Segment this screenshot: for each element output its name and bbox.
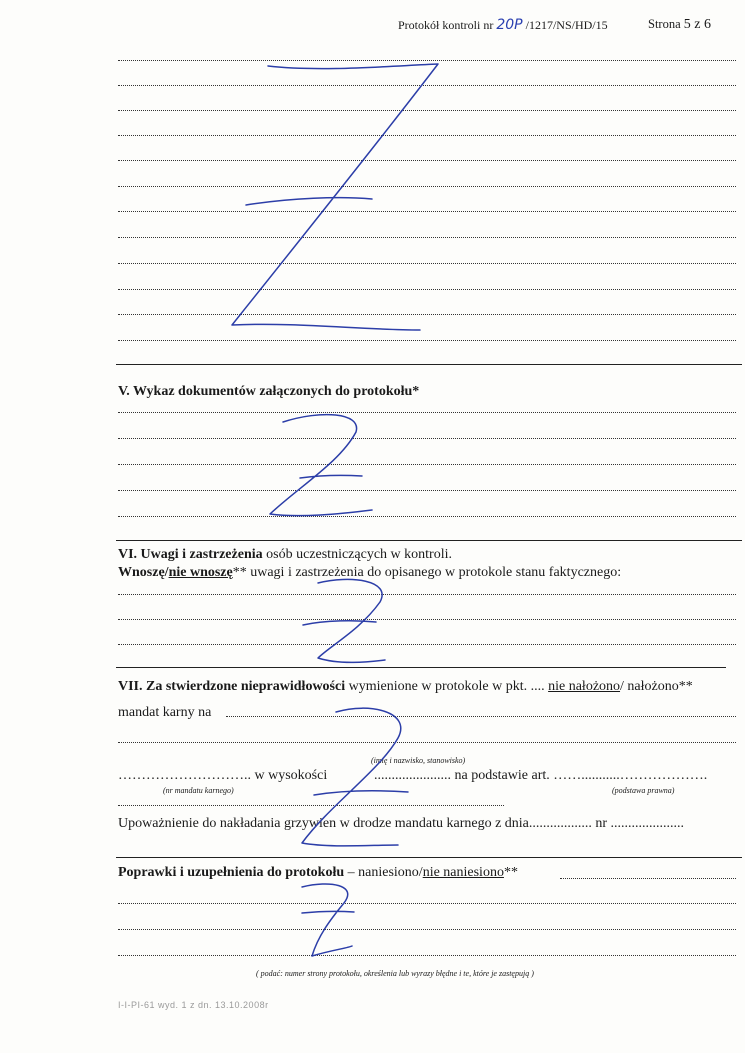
dotted-line bbox=[118, 85, 736, 86]
dotted-line bbox=[118, 412, 736, 413]
section-divider bbox=[116, 667, 726, 668]
dotted-line bbox=[560, 878, 736, 879]
dotted-line bbox=[118, 340, 736, 341]
option-wnosze: Wnoszę/ bbox=[118, 565, 169, 580]
section-divider bbox=[116, 364, 742, 365]
section-divider bbox=[116, 857, 742, 858]
section-vi-title-rest: osób uczestniczących w kontroli. bbox=[262, 547, 452, 562]
strike-mark-top bbox=[232, 64, 438, 330]
dotted-line bbox=[118, 619, 736, 620]
option-nalozono: / nałożono** bbox=[620, 679, 693, 694]
dotted-line bbox=[118, 805, 504, 806]
dotted-line bbox=[118, 594, 736, 595]
protocol-number-suffix: /1217/NS/HD/15 bbox=[525, 18, 608, 32]
section-vii-title-bold: VII. Za stwierdzone nieprawidłowości bbox=[118, 679, 346, 694]
page-value: 5 z 6 bbox=[683, 17, 711, 32]
dotted-line bbox=[118, 314, 736, 315]
dotted-line bbox=[118, 135, 736, 136]
form-footer: I-I-PI-61 wyd. 1 z dn. 13.10.2008r bbox=[118, 1000, 269, 1010]
corrections-title bbox=[118, 865, 518, 881]
page-label: Strona bbox=[648, 17, 681, 31]
dotted-line bbox=[226, 716, 736, 717]
dotted-line bbox=[118, 742, 736, 743]
dotted-line bbox=[118, 955, 736, 956]
strike-mark-section-v bbox=[270, 415, 372, 516]
strike-mark-section-vi bbox=[303, 579, 385, 662]
dotted-line bbox=[118, 289, 736, 290]
option-nie-wnosze: nie wnoszę bbox=[168, 565, 233, 580]
dotted-line bbox=[118, 237, 736, 238]
corrections-hint: ( podać: numer strony protokołu, określenia lub wyrazy błędne i te, które je zastępują ) bbox=[256, 969, 534, 978]
strike-mark-corrections bbox=[302, 884, 354, 956]
option-naniesiono: – naniesiono/ bbox=[344, 865, 423, 880]
amount-line-left: ……………………….. w wysokości bbox=[118, 768, 328, 783]
dotted-line bbox=[118, 60, 736, 61]
dotted-line bbox=[118, 516, 736, 517]
section-vi-title bbox=[118, 547, 452, 563]
dotted-line bbox=[118, 490, 736, 491]
option-nie-nalozono: nie nałożono bbox=[548, 679, 621, 694]
dotted-line bbox=[118, 186, 736, 187]
dotted-line bbox=[118, 903, 736, 904]
amount-line-right: ...................... na podstawie art. ……...........………………. bbox=[374, 768, 708, 783]
section-vii-title bbox=[118, 679, 693, 695]
section-vi-declaration bbox=[118, 565, 621, 581]
footnote-stars: ** bbox=[232, 565, 247, 580]
protocol-number-label: Protokół kontroli nr bbox=[398, 18, 494, 32]
dotted-line bbox=[118, 929, 736, 930]
section-vi-declaration-rest: uwagi i zastrzeżenia do opisanego w protokole stanu faktycznego: bbox=[246, 565, 622, 580]
legal-basis-hint: (podstawa prawna) bbox=[612, 786, 675, 795]
option-nie-naniesiono: nie naniesiono bbox=[422, 865, 504, 880]
mandate-label: mandat karny na bbox=[118, 705, 212, 720]
section-divider bbox=[116, 540, 742, 541]
dotted-line bbox=[118, 438, 736, 439]
dotted-line bbox=[118, 464, 736, 465]
dotted-line bbox=[118, 644, 736, 645]
protocol-number-handwritten: 20P bbox=[496, 17, 523, 33]
dotted-line bbox=[118, 211, 736, 212]
section-vi-title-bold: VI. Uwagi i zastrzeżenia bbox=[118, 547, 263, 562]
name-position-hint: (imię i nazwisko, stanowisko) bbox=[371, 756, 466, 765]
corrections-title-bold: Poprawki i uzupełnienia do protokołu bbox=[118, 865, 345, 880]
dotted-line bbox=[118, 263, 736, 264]
protocol-header bbox=[398, 17, 608, 33]
ticket-number-hint: (nr mandatu karnego) bbox=[163, 786, 234, 795]
dotted-line bbox=[118, 160, 736, 161]
authorization-line: Upoważnienie do nakładania grzywien w drodze mandatu karnego z dnia.................. nr ..................... bbox=[118, 816, 685, 831]
footnote-stars: ** bbox=[503, 865, 518, 880]
page-indicator bbox=[648, 17, 711, 33]
dotted-line bbox=[118, 110, 736, 111]
section-vii-title-rest: wymienione w protokole w pkt. .... bbox=[345, 679, 549, 694]
section-v-title: V. Wykaz dokumentów załączonych do protokołu* bbox=[118, 384, 420, 399]
